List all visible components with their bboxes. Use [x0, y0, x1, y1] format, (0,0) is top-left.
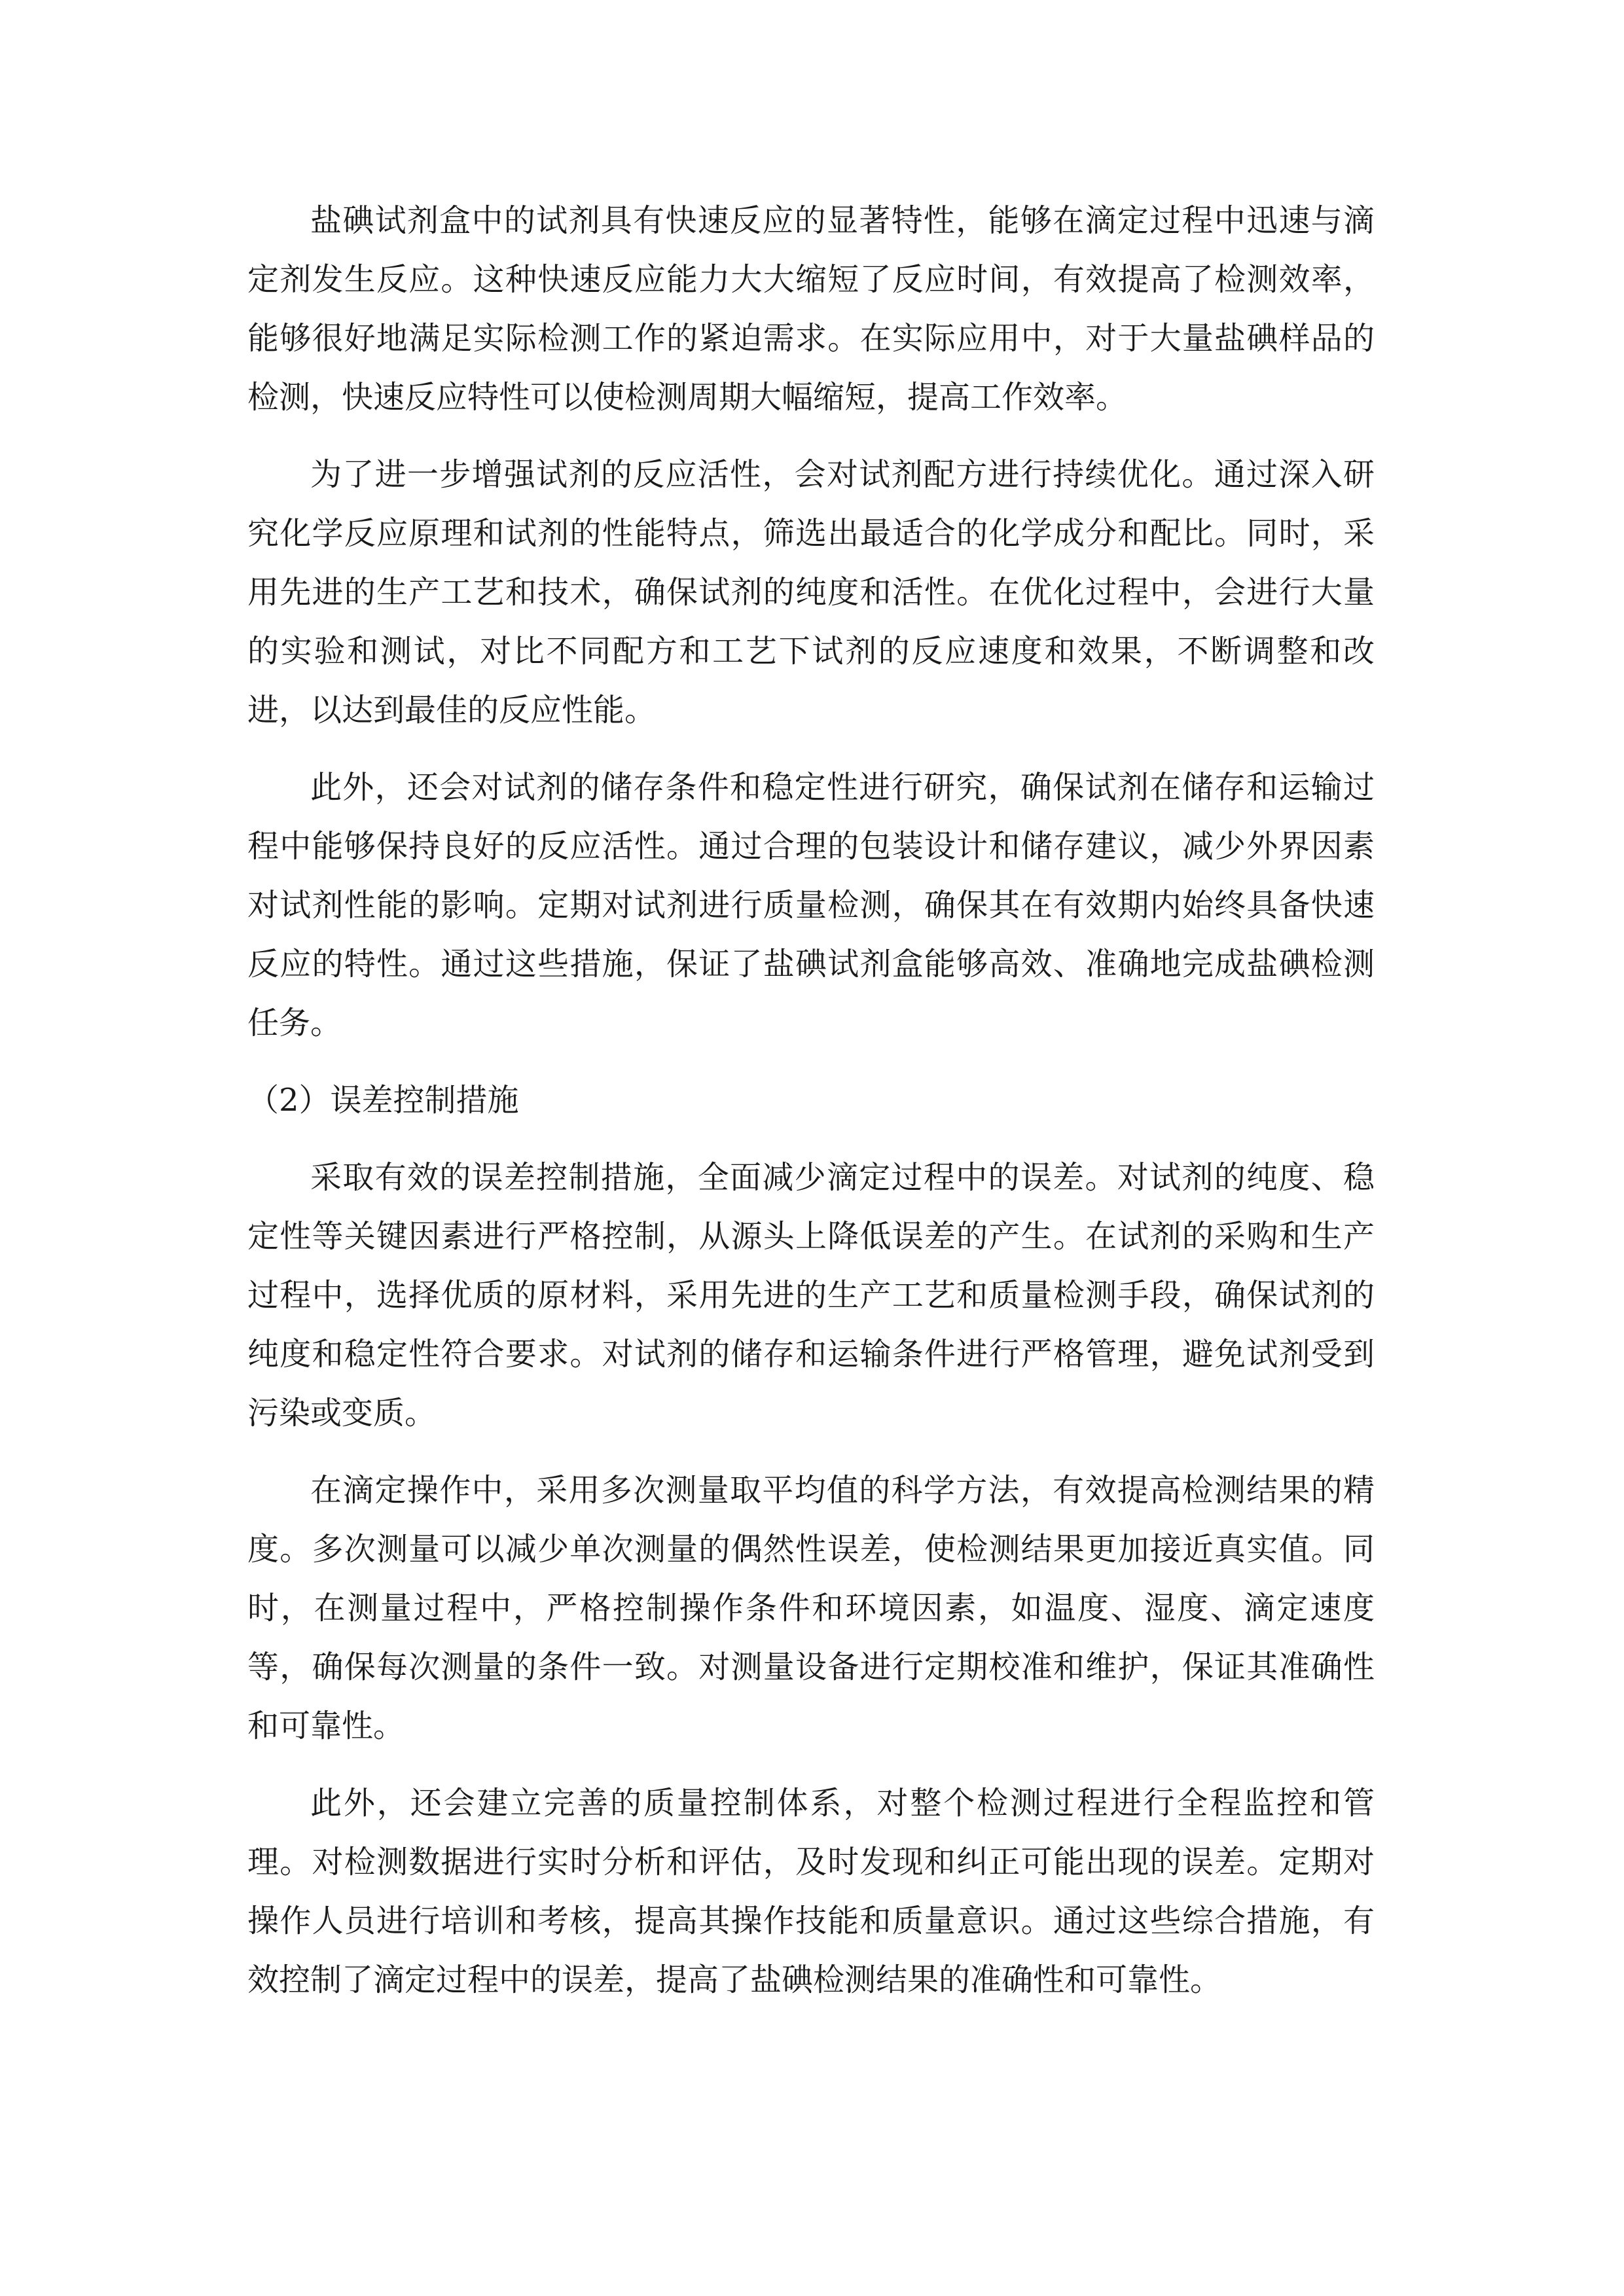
paragraph-rapid-reaction: 盐碘试剂盒中的试剂具有快速反应的显著特性，能够在滴定过程中迅速与滴定剂发生反应。这种快速反应能力大大缩短了反应时间，有效提高了检测效率，能够很好地满足实际检测工作的紧迫需求。在实际应用中，对于大量盐碘样品的检测，快速反应特性可以使检测周期大幅缩短，提高工作效率。	[247, 202, 1375, 416]
paragraph-error-control: 采取有效的误差控制措施，全面减少滴定过程中的误差。对试剂的纯度、稳定性等关键因素进行严格控制，从源头上降低误差的产生。在试剂的采购和生产过程中，选择优质的原材料，采用先进的生产工艺和质量检测手段，确保试剂的纯度和稳定性符合要求。对试剂的储存和运输条件进行严格管理，避免试剂受到污染或变质。	[247, 1159, 1375, 1431]
document-body	[247, 191, 1375, 2028]
paragraph-quality-system: 此外，还会建立完善的质量控制体系，对整个检测过程进行全程监控和管理。对检测数据进行实时分析和评估，及时发现和纠正可能出现的误差。定期对操作人员进行培训和考核，提高其操作技能和质量意识。通过这些综合措施，有效控制了滴定过程中的误差，提高了盐碘检测结果的准确性和可靠性。	[247, 1785, 1375, 1998]
paragraph-multiple-measurements: 在滴定操作中，采用多次测量取平均值的科学方法，有效提高检测结果的精度。多次测量可以减少单次测量的偶然性误差，使检测结果更加接近真实值。同时，在测量过程中，严格控制操作条件和环境因素，如温度、湿度、滴定速度等，确保每次测量的条件一致。对测量设备进行定期校准和维护，保证其准确性和可靠性。	[247, 1472, 1375, 1744]
paragraph-storage-stability: 此外，还会对试剂的储存条件和稳定性进行研究，确保试剂在储存和运输过程中能够保持良好的反应活性。通过合理的包装设计和储存建议，减少外界因素对试剂性能的影响。定期对试剂进行质量检测，确保其在有效期内始终具备快速反应的特性。通过这些措施，保证了盐碘试剂盒能够高效、准确地完成盐碘检测任务。	[247, 769, 1375, 1041]
section-heading: （2）误差控制措施	[247, 1082, 519, 1119]
paragraph-formula-optimization: 为了进一步增强试剂的反应活性，会对试剂配方进行持续优化。通过深入研究化学反应原理和试剂的性能特点，筛选出最适合的化学成分和配比。同时，采用先进的生产工艺和技术，确保试剂的纯度和活性。在优化过程中，会进行大量的实验和测试，对比不同配方和工艺下试剂的反应速度和效果，不断调整和改进，以达到最佳的反应性能。	[247, 456, 1375, 728]
